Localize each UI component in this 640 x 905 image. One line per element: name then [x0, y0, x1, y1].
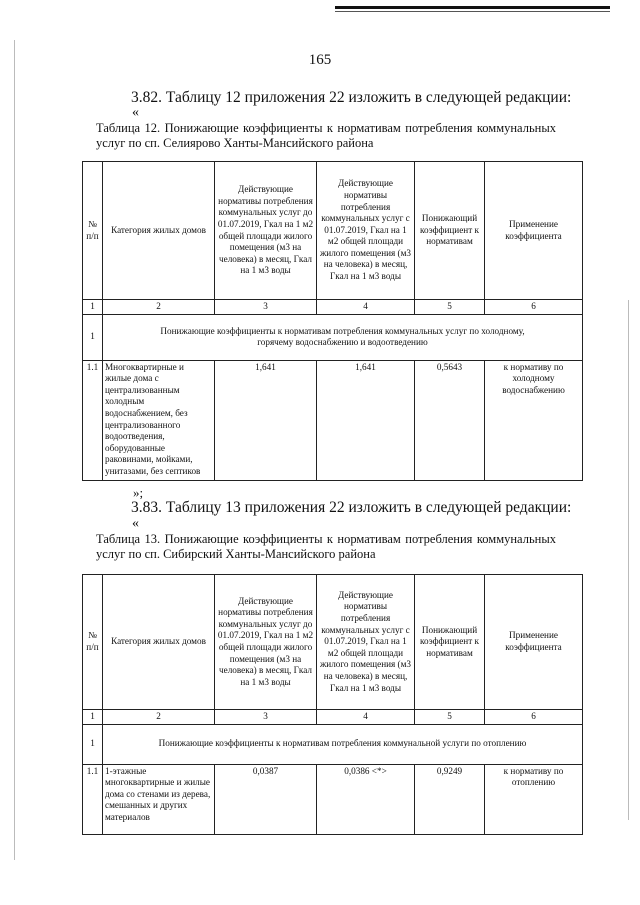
table-13 [82, 574, 583, 835]
row-coef: 0,9249 [415, 764, 485, 834]
row-norm-after: 1,641 [317, 360, 415, 480]
header-norm-before: Действующие нормативы потребления коммунальных услуг до 01.07.2019, Гкал на 1 м2 общей площади жилого помещения (м3 на человека) в месяц, Гкал на 1 м3 воды [215, 162, 317, 300]
row-num: 1.1 [83, 764, 103, 834]
col-number: 2 [103, 300, 215, 315]
col-number: 6 [485, 710, 583, 725]
section-heading-3-82: 3.82. Таблицу 12 приложения 22 изложить в следующей редакции: [131, 89, 572, 106]
group-num: 1 [83, 314, 103, 360]
column-number-row [83, 300, 583, 315]
header-norm-after: Действующие нормативы потребления коммунальных услуг с 01.07.2019, Гкал на 1 м2 общей площади жилого помещения (м3 на человека) в месяц, Гкал на 1 м3 воды [317, 162, 415, 300]
open-quote: « [132, 105, 139, 120]
table-12-caption: Таблица 12. Понижающие коэффициенты к нормативам потребления коммунальных услуг по сп. Селиярово Ханты-Мансийского района [96, 121, 556, 150]
header-rule [335, 6, 610, 9]
header-coef: Понижающий коэффициент к нормативам [415, 575, 485, 710]
header-application: Применение коэффициента [485, 162, 583, 300]
row-application: к нормативу по холодному водоснабжению [485, 360, 583, 480]
col-number: 5 [415, 300, 485, 315]
open-quote: « [132, 516, 139, 531]
table-row [83, 764, 583, 834]
col-number: 4 [317, 300, 415, 315]
left-margin-artifact [14, 40, 15, 860]
group-row [83, 314, 583, 360]
group-row [83, 724, 583, 764]
col-number: 3 [215, 710, 317, 725]
header-num: № п/п [83, 575, 103, 710]
group-text: Понижающие коэффициенты к нормативам потребления коммунальных услуг по холодному, горячему водоснабжению и водоотведению [103, 314, 583, 360]
header-category: Категория жилых домов [103, 575, 215, 710]
header-num: № п/п [83, 162, 103, 300]
row-num: 1.1 [83, 360, 103, 480]
close-quote: »; [133, 485, 144, 500]
right-margin-artifact [628, 300, 629, 820]
row-category: 1-этажные многоквартирные и жилые дома со стенами из дерева, смешанных и других материалов [103, 764, 215, 834]
row-category: Многоквартирные и жилые дома с централизованным холодным водоснабжением, без централизованного водоотведения, оборудованные раковинами, мойками, унитазами, без септиков [103, 360, 215, 480]
table-header-row [83, 162, 583, 300]
row-coef: 0,5643 [415, 360, 485, 480]
row-norm-before: 0,0387 [215, 764, 317, 834]
row-norm-after: 0,0386 <*> [317, 764, 415, 834]
table-12 [82, 161, 583, 481]
group-text: Понижающие коэффициенты к нормативам потребления коммунальной услуги по отоплению [103, 724, 583, 764]
header-category: Категория жилых домов [103, 162, 215, 300]
header-application: Применение коэффициента [485, 575, 583, 710]
col-number: 1 [83, 710, 103, 725]
table-13-caption: Таблица 13. Понижающие коэффициенты к нормативам потребления коммунальных услуг по сп. Сибирский Ханты-Мансийского района [96, 532, 556, 561]
col-number: 5 [415, 710, 485, 725]
header-norm-before: Действующие нормативы потребления коммунальных услуг до 01.07.2019, Гкал на 1 м2 общей площади жилого помещения (м3 на человека) в месяц, Гкал на 1 м3 воды [215, 575, 317, 710]
col-number: 6 [485, 300, 583, 315]
header-rule-thin [335, 11, 610, 12]
header-norm-after: Действующие нормативы потребления коммунальных услуг с 01.07.2019, Гкал на 1 м2 общей площади жилого помещения (м3 на человека) в месяц, Гкал на 1 м3 воды [317, 575, 415, 710]
group-num: 1 [83, 724, 103, 764]
col-number: 4 [317, 710, 415, 725]
row-application: к нормативу по отоплению [485, 764, 583, 834]
col-number: 1 [83, 300, 103, 315]
row-norm-before: 1,641 [215, 360, 317, 480]
section-heading-3-83: 3.83. Таблицу 13 приложения 22 изложить в следующей редакции: [131, 499, 572, 516]
column-number-row [83, 710, 583, 725]
table-row [83, 360, 583, 480]
col-number: 2 [103, 710, 215, 725]
header-coef: Понижающий коэффициент к нормативам [415, 162, 485, 300]
page-number: 165 [308, 52, 332, 68]
col-number: 3 [215, 300, 317, 315]
table-header-row [83, 575, 583, 710]
